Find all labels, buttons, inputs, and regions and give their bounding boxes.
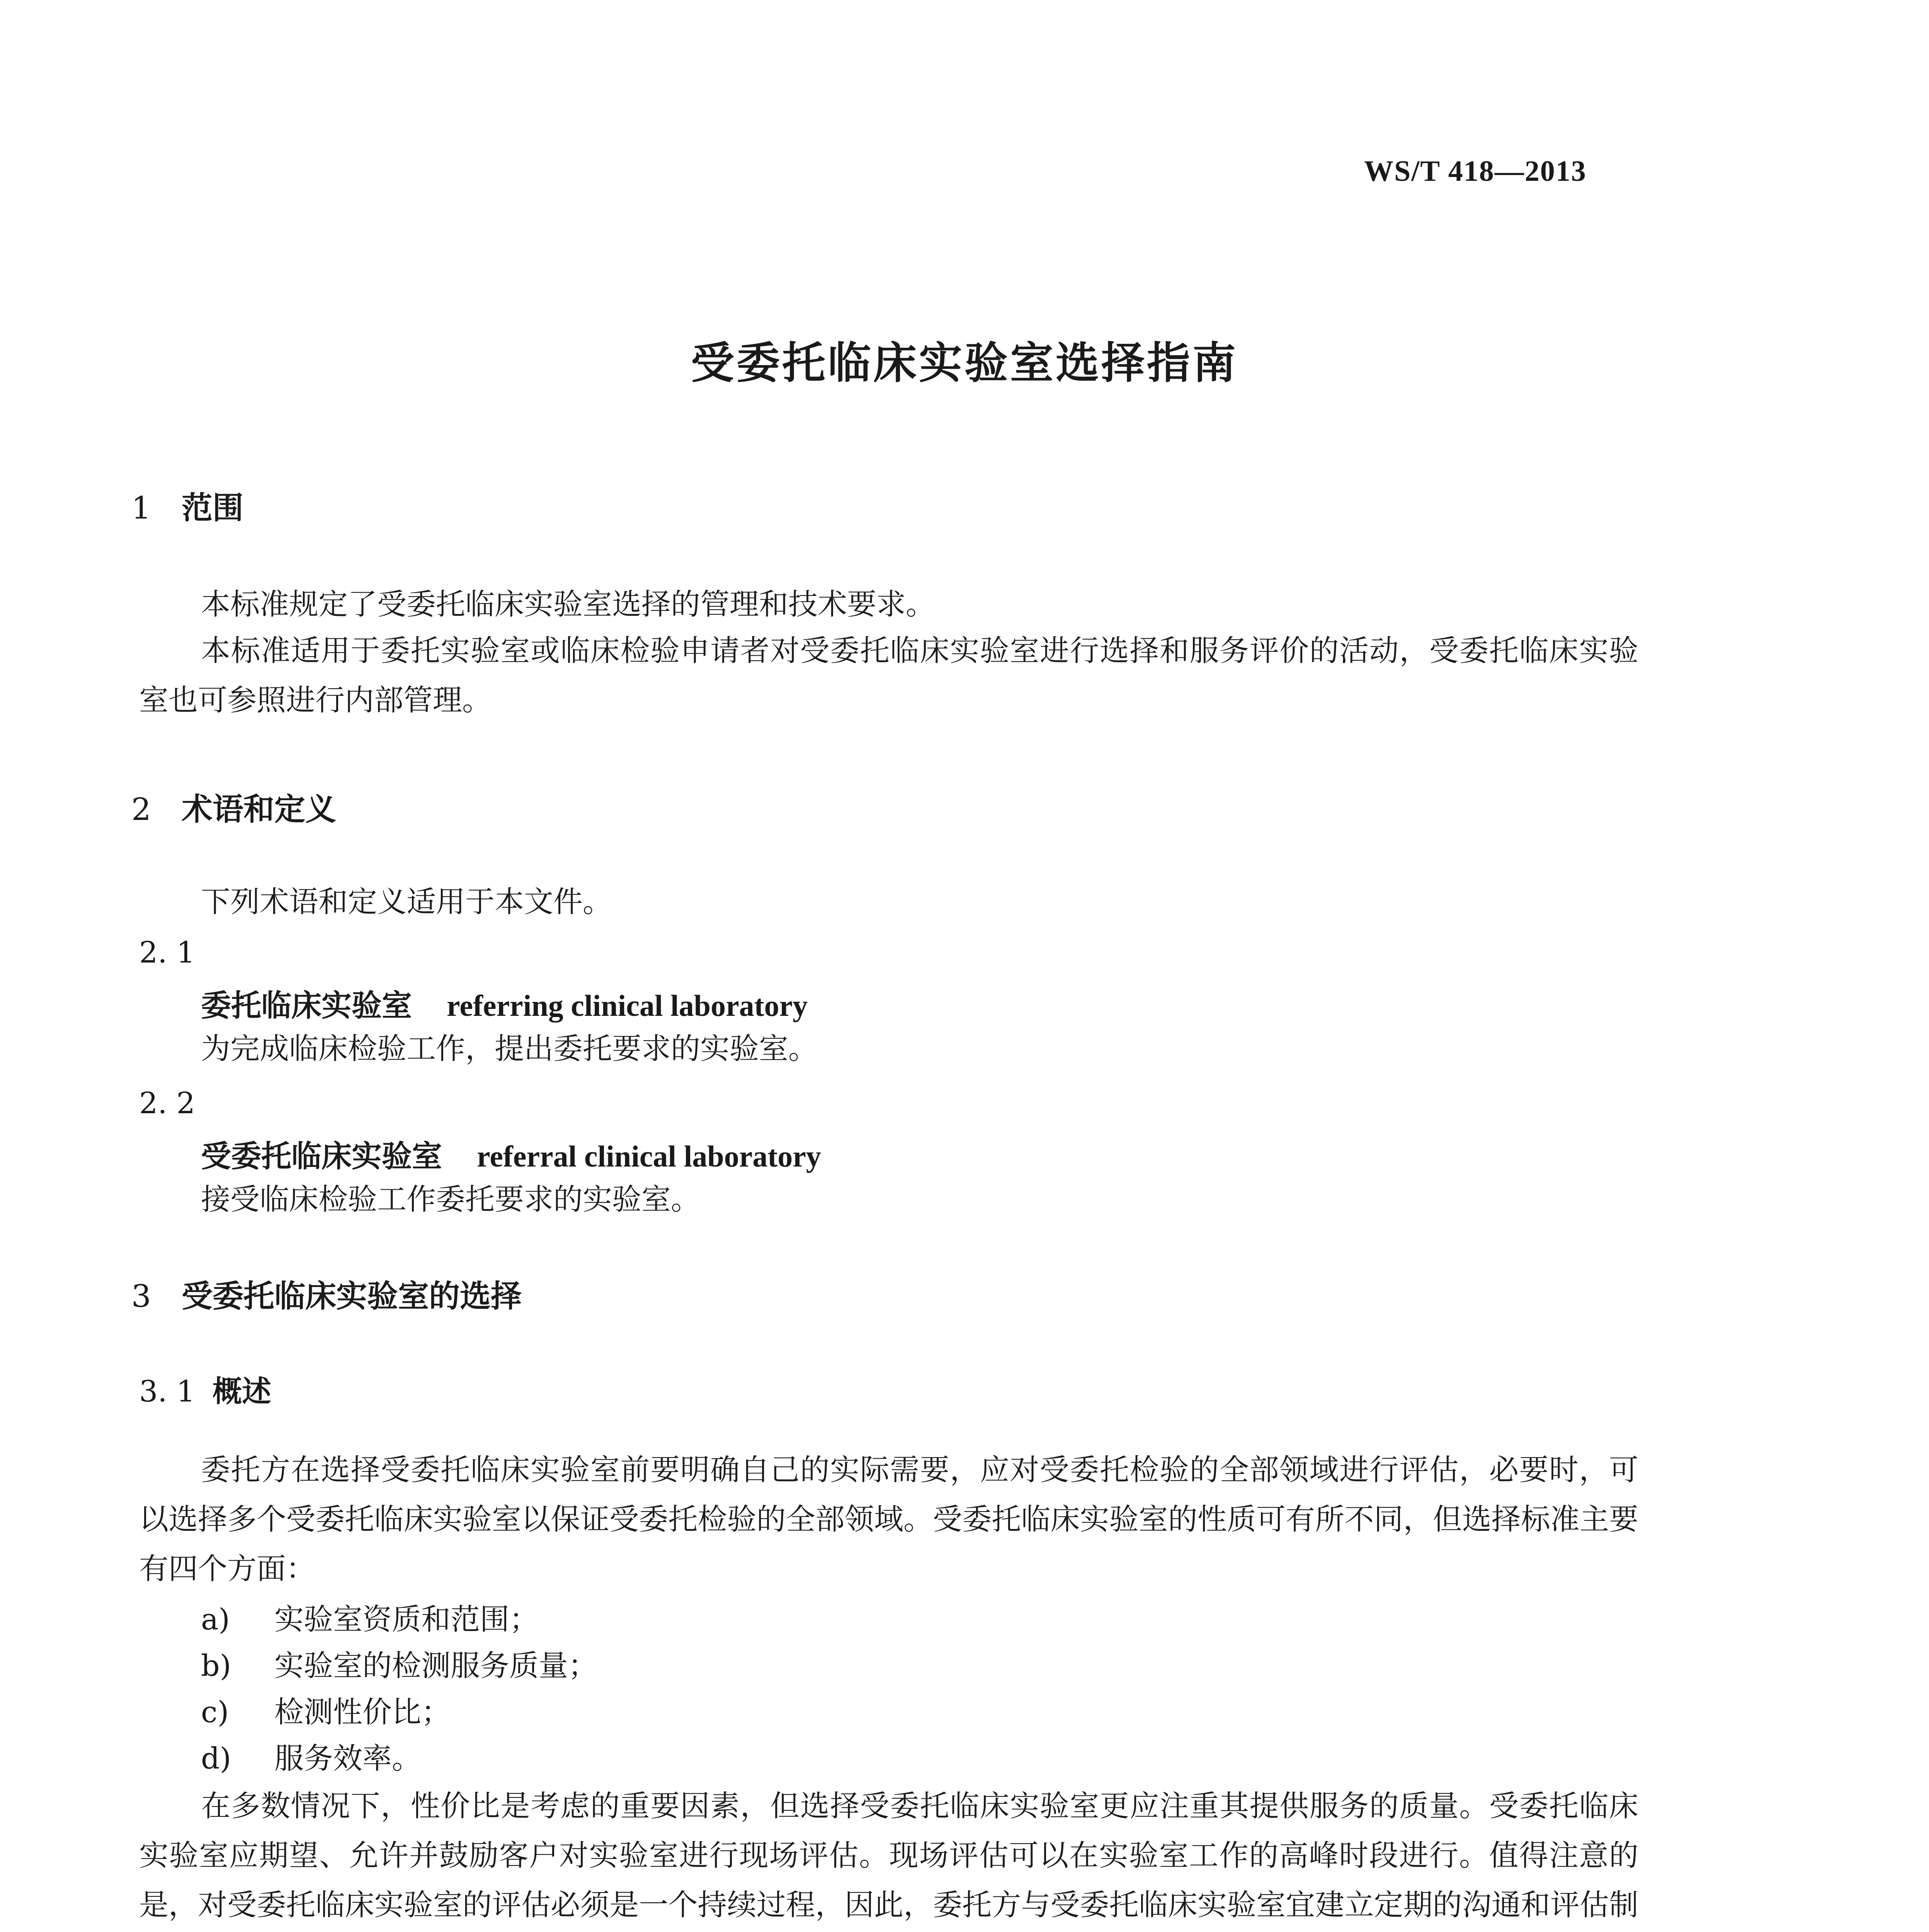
section-title: 概述 [213,1374,271,1408]
section-1-paragraph-1: 本标准规定了受委托临床实验室选择的管理和技术要求。 [201,587,935,621]
list-text: 实验室的检测服务质量； [274,1648,597,1683]
section-3-heading [131,1271,522,1316]
list-text: 检测性价比； [274,1695,451,1729]
term-2-2 [201,1132,821,1175]
section-3-1-paragraph-1: 委托方在选择受委托临床实验室前要明确自己的实际需要，应对受委托检验的全部领域进行评估，必要时，可以选择多个受委托临床实验室以保证受委托检验的全部领域。受委托临床实验室的性质可有所不同，但选择标准主要有四个方面： [139,1452,1638,1586]
term-english: referring clinical laboratory [447,989,808,1022]
section-3-1-heading [139,1368,271,1410]
section-3-1-paragraph-2: 在多数情况下，性价比是考虑的重要因素，但选择受委托临床实验室更应注重其提供服务的质量。受委托临床实验室应期望、允许并鼓励客户对实验室进行现场评估。现场评估可以在实验室工作的高峰时段进行。值得注意的是，对受委托临床实验室的评估必须是一个持续过程，因此，委托方与受委托临床实验室宜建立定期的沟通和评估制 [139,1789,1638,1922]
section-1-heading [131,483,243,527]
term-2-2-definition: 接受临床检验工作委托要求的实验室。 [201,1182,700,1216]
term-chinese: 委托临床实验室 [201,988,412,1023]
list-marker: c) [201,1695,229,1729]
document-title: 受委托临床实验室选择指南 [691,338,1238,388]
list-item [201,1689,451,1731]
list-item [201,1735,421,1777]
term-chinese: 受委托临床实验室 [201,1139,442,1174]
list-marker: d) [201,1741,231,1776]
term-2-1-number: 2. 1 [139,935,196,969]
section-number: 3. 1 [139,1374,196,1408]
term-2-1 [201,981,808,1025]
list-item [201,1642,597,1684]
term-2-2-number: 2. 2 [139,1086,196,1120]
section-title: 术语和定义 [182,791,336,827]
term-english: referral clinical laboratory [477,1139,821,1173]
list-marker: a) [201,1602,230,1636]
section-number: 3 [131,1278,151,1314]
section-number: 2 [131,791,151,827]
section-number: 1 [131,490,151,526]
section-1-paragraph-2: 本标准适用于委托实验室或临床检验申请者对受委托临床实验室进行选择和服务评价的活动，受委托临床实验室也可参照进行内部管理。 [139,633,1638,717]
section-2-heading [131,784,336,829]
document-code: WS/T 418—2013 [1364,155,1587,187]
section-title: 范围 [182,490,243,526]
section-2-intro: 下列术语和定义适用于本文件。 [201,884,612,919]
term-2-1-definition: 为完成临床检验工作，提出委托要求的实验室。 [201,1031,818,1066]
list-marker: b) [201,1648,231,1683]
section-title: 受委托临床实验室的选择 [182,1278,522,1314]
list-item [201,1596,539,1638]
list-text: 服务效率。 [274,1741,421,1776]
list-text: 实验室资质和范围； [274,1602,539,1636]
